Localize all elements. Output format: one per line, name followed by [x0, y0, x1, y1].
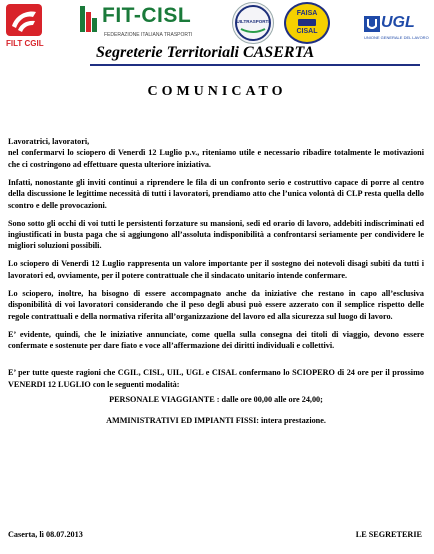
paragraph-4: Lo sciopero di Venerdì 12 Luglio rappresenta un valore importante per il sostegno dei notevoli disagi subiti da tutti i lavoratori ed, ovviamente, per il potere contrattuale che il sindacato unitario intende confermare.	[8, 259, 424, 280]
signature: LE SEGRETERIE	[355, 530, 422, 539]
paragraph-2: Infatti, nonostante gli inviti continui a riprendere le fila di un confronto serio e costruttivo capace di porre al centro della discussione le legittime necessità di tutti i lavoratori, prendiamo atto che l’unica volontà di CLP resta quella dello scontro e delle provocazioni.	[8, 177, 424, 210]
ugl-mark-icon	[364, 16, 380, 32]
document-title: COMUNICATO	[147, 84, 287, 99]
filt-cgil-label: FILT CGIL	[6, 39, 44, 48]
ugl-label: UGL	[381, 14, 415, 31]
fit-cisl-logo	[80, 4, 198, 46]
strike-mode-staff: PERSONALE VIAGGIANTE : dalle ore 00,00 alle ore 24,00;	[109, 395, 323, 405]
uiltrasporti-label: UILTRASPORTI	[236, 19, 270, 24]
uiltrasporti-logo	[232, 2, 274, 44]
place-date: Caserta, lì 08.07.2013	[8, 530, 83, 539]
letterhead-subtitle: Segreterie Territoriali CASERTA	[96, 44, 315, 61]
paragraph-6: E’ evidente, quindi, che le iniziative annunciate, come quella sulla consegna dei titoli di viaggio, devono essere confermate e sostenute per dare fiato e voce all’affermazione dei diritti individuali e collettivi.	[8, 329, 424, 351]
ugl-logo	[364, 16, 430, 42]
closing-paragraph: E’ per tutte queste ragioni che CGIL, CISL, UIL, UGL e CISAL confermano lo SCIOPERO di 24 ore per il prossimo VENERDI 12 LUGLIO con le seguenti modalità:	[8, 368, 424, 389]
document-body	[8, 136, 424, 433]
strike-mode-admin: AMMINISTRATIVI ED IMPIANTI FISSI: intera prestazione.	[106, 415, 326, 425]
fit-cisl-label: FIT-CISL	[102, 4, 192, 27]
greeting: Lavoratrici, lavoratori,	[8, 137, 90, 146]
faisa-bus-icon	[286, 18, 328, 28]
paragraph-1: nel confermarvi lo sciopero di Venerdì 12 Luglio p.v., riteniamo utile e necessario ribadire totalmente le motivazioni che ci costringono ad effettuare questa ulteriore iniziativa.	[8, 148, 424, 169]
paragraph-5: Lo sciopero, inoltre, ha bisogno di essere accompagnato anche da iniziative che restano in capo all’esclusiva disponibilità di voi lavoratori considerando che il peso degli abusi può essere azzerato con il semplice rispetto delle regole contrattuali e della normativa riferita all’organizzazione del lavoro ed alla sicurezza sul luogo di lavoro.	[8, 288, 424, 321]
fit-cisl-mark-icon	[80, 6, 98, 32]
faisa-label: FAISA	[296, 10, 318, 17]
paragraph-3: Sono sotto gli occhi di voi tutti le persistenti forzature su mansioni, sedi ed orario di lavoro, addebiti indiscriminati ed ingiustificati in busta paga che si aggiungono all’assoluta indisponibilità a confrontarsi seriamente per condividere le migliori soluzioni possibili.	[8, 218, 424, 251]
cisal-label: CISAL	[296, 28, 318, 35]
faisa-cisal-logo	[284, 2, 330, 44]
letterhead	[0, 0, 434, 70]
fit-cisl-subtitle: FEDERAZIONE ITALIANA TRASPORTI	[104, 32, 193, 38]
filt-cgil-emblem-icon	[6, 4, 42, 36]
letterhead-divider	[90, 64, 420, 66]
ugl-subtitle: UNIONE GENERALE DEL LAVORO	[364, 35, 429, 40]
filt-cgil-logo	[6, 4, 44, 48]
